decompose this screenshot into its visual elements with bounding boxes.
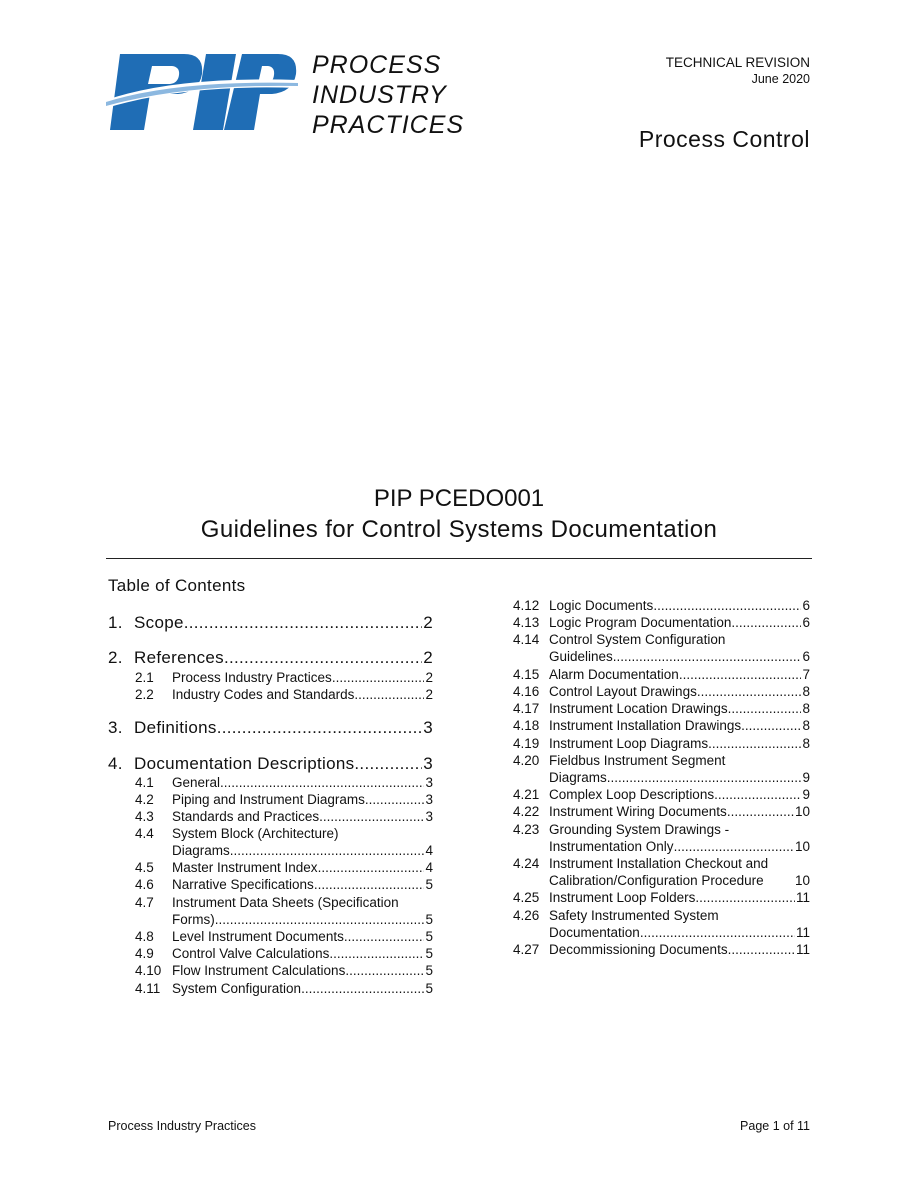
toc-entry-definitions[interactable] bbox=[108, 717, 433, 739]
toc-text: System Block (Architecture) bbox=[172, 826, 339, 841]
toc-leader bbox=[220, 774, 424, 791]
toc-text: Piping and Instrument Diagrams bbox=[172, 792, 365, 807]
toc-number: 4.19 bbox=[513, 736, 540, 751]
toc-page: 2 bbox=[423, 613, 433, 632]
toc-page: 3 bbox=[423, 718, 433, 737]
toc-entry-4-5[interactable] bbox=[135, 859, 433, 876]
toc-text: Control System Configuration bbox=[549, 632, 726, 647]
toc-text: Control Valve Calculations bbox=[172, 946, 330, 961]
toc-entry-4-1[interactable] bbox=[135, 774, 433, 791]
toc-entry-4-26-first-line[interactable] bbox=[513, 907, 719, 924]
toc-entry-documentation-descriptions[interactable] bbox=[108, 753, 433, 775]
footer-page-number: Page 1 of 11 bbox=[740, 1119, 810, 1133]
toc-entry-2-1[interactable] bbox=[135, 669, 433, 686]
toc-text: Guidelines bbox=[549, 649, 613, 664]
toc-page: 10 bbox=[794, 839, 810, 854]
toc-text: Safety Instrumented System bbox=[549, 908, 719, 923]
toc-entry-4-20-first-line[interactable] bbox=[513, 752, 725, 769]
toc-entry-4-12[interactable] bbox=[513, 597, 810, 614]
toc-entry-4-2[interactable] bbox=[135, 791, 433, 808]
toc-entry-4-24[interactable] bbox=[513, 872, 810, 889]
toc-text: Flow Instrument Calculations bbox=[172, 963, 346, 978]
revision-date: June 2020 bbox=[751, 72, 810, 86]
toc-leader bbox=[301, 980, 424, 997]
toc-text: Forms) bbox=[172, 912, 215, 927]
toc-leader bbox=[332, 669, 425, 686]
toc-number: 4.3 bbox=[135, 809, 154, 824]
toc-leader bbox=[365, 791, 425, 808]
toc-entry-4-26[interactable] bbox=[513, 924, 810, 941]
toc-leader bbox=[184, 612, 423, 634]
toc-text: Instrument Loop Folders bbox=[549, 890, 696, 905]
toc-entry-4-21[interactable] bbox=[513, 786, 810, 803]
toc-page: 3 bbox=[425, 809, 433, 824]
toc-leader bbox=[714, 786, 801, 803]
toc-leader bbox=[695, 889, 795, 906]
toc-leader bbox=[230, 842, 425, 859]
toc-number: 4.10 bbox=[135, 963, 162, 978]
toc-leader bbox=[727, 803, 794, 820]
toc-entry-4-3[interactable] bbox=[135, 808, 433, 825]
toc-number: 4.15 bbox=[513, 667, 540, 682]
toc-leader bbox=[640, 924, 795, 941]
logo-wordmark bbox=[312, 50, 464, 140]
toc-leader bbox=[679, 666, 802, 683]
toc-entry-4-27[interactable] bbox=[513, 941, 810, 958]
toc-text: Industry Codes and Standards bbox=[172, 687, 355, 702]
toc-number: 2. bbox=[108, 648, 123, 667]
toc-leader bbox=[217, 717, 423, 739]
toc-text: Grounding System Drawings - bbox=[549, 822, 730, 837]
toc-leader bbox=[314, 876, 425, 893]
toc-text: Instrument Data Sheets (Specification bbox=[172, 895, 399, 910]
toc-page: 8 bbox=[802, 736, 810, 751]
toc-number: 1. bbox=[108, 613, 123, 632]
toc-number: 4.5 bbox=[135, 860, 154, 875]
toc-text: References bbox=[134, 648, 224, 667]
toc-page: 4 bbox=[425, 843, 433, 858]
toc-page: 3 bbox=[423, 754, 433, 773]
toc-text: Definitions bbox=[134, 718, 217, 737]
toc-number: 4.9 bbox=[135, 946, 154, 961]
toc-entry-4-7[interactable] bbox=[135, 911, 433, 928]
toc-page: 5 bbox=[425, 912, 433, 927]
toc-number: 3. bbox=[108, 718, 123, 737]
toc-number: 4.22 bbox=[513, 804, 540, 819]
toc-entry-4-14-first-line[interactable] bbox=[513, 631, 725, 648]
toc-page: 5 bbox=[425, 963, 433, 978]
toc-number: 4.21 bbox=[513, 787, 540, 802]
toc-page: 9 bbox=[802, 787, 810, 802]
toc-page: 6 bbox=[802, 598, 810, 613]
toc-page: 5 bbox=[425, 877, 433, 892]
toc-text: Instrument Installation Drawings bbox=[549, 718, 742, 733]
toc-entry-4-24-first-line[interactable] bbox=[513, 855, 768, 872]
logo-word-practices: PRACTICES bbox=[312, 111, 465, 139]
toc-leader bbox=[319, 808, 424, 825]
toc-number: 4.1 bbox=[135, 775, 154, 790]
toc-text: Instrumentation Only bbox=[549, 839, 674, 854]
toc-entry-4-25[interactable] bbox=[513, 889, 810, 906]
toc-number: 4.26 bbox=[513, 908, 540, 923]
logo-word-process: PROCESS bbox=[312, 51, 442, 79]
toc-text: General bbox=[172, 775, 221, 790]
toc-text: Narrative Specifications bbox=[172, 877, 314, 892]
toc-text: Fieldbus Instrument Segment bbox=[549, 753, 726, 768]
toc-number: 4.18 bbox=[513, 718, 540, 733]
toc-number: 4.6 bbox=[135, 877, 154, 892]
toc-entry-4-4-first-line[interactable] bbox=[135, 825, 339, 842]
toc-page: 7 bbox=[802, 667, 810, 682]
toc-text: Master Instrument Index bbox=[172, 860, 318, 875]
toc-text: Calibration/Configuration Procedure bbox=[549, 873, 764, 888]
footer-organization: Process Industry Practices bbox=[108, 1119, 256, 1133]
toc-text: Logic Documents bbox=[549, 598, 654, 613]
toc-text: Process Industry Practices bbox=[172, 670, 332, 685]
toc-page: 2 bbox=[425, 687, 433, 702]
toc-text: Instrument Wiring Documents bbox=[549, 804, 727, 819]
toc-entry-4-13[interactable] bbox=[513, 614, 810, 631]
toc-entry-4-10[interactable] bbox=[135, 962, 433, 979]
toc-page: 5 bbox=[425, 929, 433, 944]
toc-entry-4-18[interactable] bbox=[513, 717, 810, 734]
toc-page: 5 bbox=[425, 981, 433, 996]
toc-page: 8 bbox=[802, 684, 810, 699]
toc-entry-4-11[interactable] bbox=[135, 980, 433, 997]
toc-number: 4.11 bbox=[135, 981, 161, 996]
toc-entry-4-17[interactable] bbox=[513, 700, 810, 717]
toc-text: Standards and Practices bbox=[172, 809, 320, 824]
toc-entry-4-19[interactable] bbox=[513, 735, 810, 752]
toc-leader bbox=[741, 717, 801, 734]
toc-leader bbox=[731, 614, 801, 631]
toc-leader bbox=[728, 941, 795, 958]
toc-number: 4.14 bbox=[513, 632, 540, 647]
toc-text: Logic Program Documentation bbox=[549, 615, 732, 630]
toc-leader bbox=[708, 735, 801, 752]
toc-number: 4.20 bbox=[513, 753, 540, 768]
toc-entry-4-16[interactable] bbox=[513, 683, 810, 700]
toc-entry-scope[interactable] bbox=[108, 612, 433, 634]
toc-leader bbox=[613, 648, 802, 665]
toc-number: 4.4 bbox=[135, 826, 154, 841]
toc-entry-4-6[interactable] bbox=[135, 876, 433, 893]
toc-page: 11 bbox=[795, 942, 810, 957]
toc-page: 11 bbox=[795, 890, 810, 905]
toc-entry-references[interactable] bbox=[108, 647, 433, 669]
toc-page: 2 bbox=[425, 670, 433, 685]
toc-number: 4.24 bbox=[513, 856, 540, 871]
toc-page: 8 bbox=[802, 718, 810, 733]
toc-entry-4-9[interactable] bbox=[135, 945, 433, 962]
toc-page: 11 bbox=[795, 925, 810, 940]
toc-leader bbox=[354, 753, 422, 775]
toc-heading: Table of Contents bbox=[108, 576, 246, 595]
toc-page: 3 bbox=[425, 775, 433, 790]
toc-number: 4.17 bbox=[513, 701, 540, 716]
revision-label: TECHNICAL REVISION bbox=[665, 55, 810, 70]
toc-text: System Configuration bbox=[172, 981, 302, 996]
toc-page: 10 bbox=[794, 804, 810, 819]
toc-entry-4-23-first-line[interactable] bbox=[513, 821, 729, 838]
toc-entry-4-22[interactable] bbox=[513, 803, 810, 820]
toc-leader bbox=[344, 928, 425, 945]
toc-text: Instrument Loop Diagrams bbox=[549, 736, 709, 751]
toc-leader bbox=[728, 700, 802, 717]
toc-leader bbox=[607, 769, 802, 786]
toc-leader bbox=[329, 945, 424, 962]
toc-text: Diagrams bbox=[549, 770, 607, 785]
toc-number: 4. bbox=[108, 754, 123, 773]
toc-page: 8 bbox=[802, 701, 810, 716]
toc-leader bbox=[224, 647, 422, 669]
toc-entry-4-4[interactable] bbox=[135, 842, 433, 859]
toc-page: 2 bbox=[423, 648, 433, 667]
title-divider bbox=[106, 558, 812, 559]
toc-leader bbox=[697, 683, 802, 700]
toc-number: 4.2 bbox=[135, 792, 154, 807]
toc-entry-4-20[interactable] bbox=[513, 769, 810, 786]
toc-entry-4-15[interactable] bbox=[513, 666, 810, 683]
toc-entry-4-23[interactable] bbox=[513, 838, 810, 855]
section-title: Process Control bbox=[638, 126, 810, 152]
document-title bbox=[0, 484, 918, 546]
pip-logo bbox=[106, 50, 298, 134]
toc-page: 6 bbox=[802, 615, 810, 630]
toc-page: 9 bbox=[802, 770, 810, 785]
toc-number: 2.1 bbox=[135, 670, 154, 685]
document-name: Guidelines for Control Systems Documentation bbox=[200, 516, 718, 543]
toc-leader bbox=[318, 859, 425, 876]
toc-number: 4.12 bbox=[513, 598, 540, 613]
toc-text: Decommissioning Documents bbox=[549, 942, 728, 957]
toc-page: 6 bbox=[802, 649, 810, 664]
toc-text: Scope bbox=[134, 613, 184, 632]
toc-leader bbox=[674, 838, 794, 855]
toc-text: Instrument Location Drawings bbox=[549, 701, 728, 716]
toc-entry-4-8[interactable] bbox=[135, 928, 433, 945]
toc-number: 4.23 bbox=[513, 822, 540, 837]
toc-entry-2-2[interactable] bbox=[135, 686, 433, 703]
toc-entry-4-7-first-line[interactable] bbox=[135, 894, 399, 911]
document-id: PIP PCEDO001 bbox=[373, 485, 545, 512]
toc-leader bbox=[215, 911, 425, 928]
toc-page: 10 bbox=[794, 873, 810, 888]
toc-text: Documentation bbox=[549, 925, 640, 940]
toc-leader bbox=[354, 686, 424, 703]
toc-number: 4.25 bbox=[513, 890, 540, 905]
toc-number: 4.7 bbox=[135, 895, 154, 910]
toc-number: 4.13 bbox=[513, 615, 540, 630]
toc-text: Level Instrument Documents bbox=[172, 929, 344, 944]
toc-page: 3 bbox=[425, 792, 433, 807]
toc-number: 4.27 bbox=[513, 942, 540, 957]
toc-text: Alarm Documentation bbox=[549, 667, 679, 682]
toc-text: Complex Loop Descriptions bbox=[549, 787, 715, 802]
toc-text: Instrument Installation Checkout and bbox=[549, 856, 769, 871]
toc-entry-4-14[interactable] bbox=[513, 648, 810, 665]
logo-word-industry: INDUSTRY bbox=[312, 81, 447, 109]
toc-leader bbox=[345, 962, 424, 979]
toc-page: 4 bbox=[425, 860, 433, 875]
toc-page: 5 bbox=[425, 946, 433, 961]
toc-leader bbox=[653, 597, 801, 614]
toc-text: Documentation Descriptions bbox=[134, 754, 355, 773]
toc-text: Diagrams bbox=[172, 843, 230, 858]
toc-number: 4.16 bbox=[513, 684, 540, 699]
toc-number: 4.8 bbox=[135, 929, 154, 944]
toc-text: Control Layout Drawings bbox=[549, 684, 697, 699]
toc-number: 2.2 bbox=[135, 687, 154, 702]
